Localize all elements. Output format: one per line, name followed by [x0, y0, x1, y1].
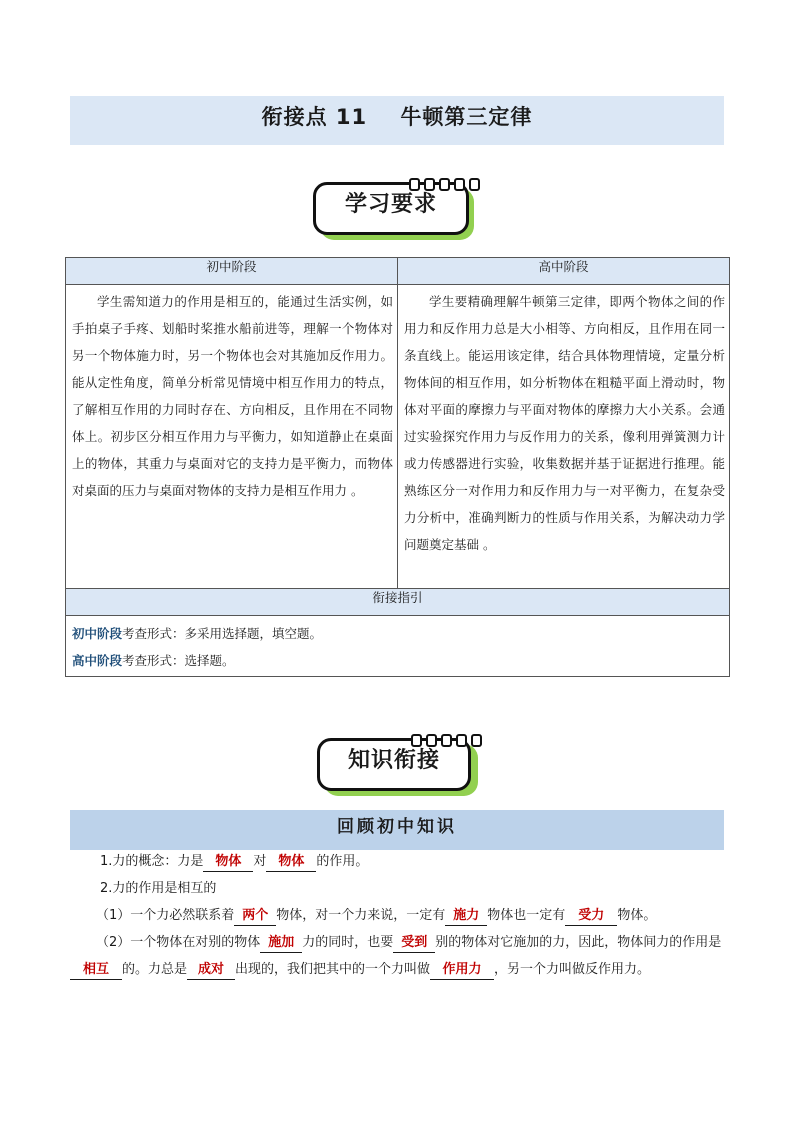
guide-junior-text: 考查形式：多采用选择题，填空题。 [122, 626, 323, 641]
text-run: 物体也一定有 [487, 908, 566, 923]
senior-column-header: 高中阶段 [398, 258, 730, 285]
text-run: 的作用。 [316, 854, 369, 869]
answer-blank: 受到 [393, 934, 435, 953]
answer-blank: 物体 [203, 853, 253, 872]
text-run: 别的物体对它施加的力，因此，物体间力的作用是 [435, 935, 722, 950]
guide-junior-keyword: 初中阶段 [72, 626, 123, 641]
text-run: 对 [253, 854, 267, 869]
answer-blank: 相互 [70, 961, 122, 980]
review-section-header [70, 810, 724, 850]
knowledge-bridge-badge [317, 734, 482, 800]
senior-requirements-text: 学生要精确理解牛顿第三定律，即两个物体之间的作用力和反作用力总是大小相等、方向相反，且作用在同一条直线上。能运用该定律，结合具体物理情境，定量分析物体间的相互作用，如分析物体在粗糙平面上滑动时，物体对平面的摩擦力与平面对物体的摩擦力大小关系。会通过实验探究作用力与反作用力的关系，像利用弹簧测力计或力传感器进行实验，收集数据并基于证据进行推理。能熟练区分一对作用力和反作用力与一对平衡力，在复杂受力分析中，准确判断力的性质与作用关系，为解决动力学问题奠定基础 。 [398, 285, 730, 589]
review-item-2-2 [70, 929, 726, 983]
guide-junior-line [72, 620, 723, 647]
answer-blank: 受力 [565, 907, 617, 926]
text-run: 的。力总是 [122, 962, 188, 977]
page-title: 衔接点 11 牛顿第三定律 [261, 105, 533, 129]
review-item-1 [70, 848, 756, 875]
answer-blank: 物体 [266, 853, 316, 872]
answer-blank: 成对 [187, 961, 235, 980]
text-run: 1.力的概念：力是 [100, 854, 204, 869]
binder-rings-icon [411, 734, 482, 747]
answer-blank: 施加 [260, 934, 302, 953]
text-run: 力的同时，也要 [302, 935, 394, 950]
text-run: 2.力的作用是相互的 [100, 881, 217, 896]
text-run: 物体。 [617, 908, 657, 923]
guide-header: 衔接指引 [66, 589, 730, 616]
text-run: ，另一个力叫做反作用力。 [494, 962, 651, 977]
page-title-bar [70, 96, 724, 145]
study-requirements-badge [313, 178, 478, 244]
answer-blank: 施力 [445, 907, 487, 926]
guide-senior-line [72, 647, 723, 674]
text-run: （1）一个力必然联系着 [96, 908, 235, 923]
junior-requirements-text: 学生需知道力的作用是相互的，能通过生活实例，如手拍桌子手疼、划船时桨推水船前进等，理解一个物体对另一个物体施力时，另一个物体也会对其施加反作用力。能从定性角度，简单分析常见情境中相互作用力的特点，了解相互作用的力同时存在、方向相反，且作用在不同物体上。初步区分相互作用力与平衡力，如知道静止在桌面上的物体，其重力与桌面对它的支持力是平衡力，而物体对桌面的压力与桌面对物体的支持力是相互作用力 。 [66, 285, 398, 589]
text-run: 出现的，我们把其中的一个力叫做 [235, 962, 431, 977]
guide-senior-keyword: 高中阶段 [72, 653, 123, 668]
review-section-title: 回顾初中知识 [337, 817, 457, 837]
requirements-table [65, 257, 730, 677]
review-item-2-1 [70, 902, 752, 929]
guide-senior-text: 考查形式：选择题。 [122, 653, 235, 668]
guide-content [66, 616, 730, 677]
text-run: 物体，对一个力来说，一定有 [276, 908, 446, 923]
binder-rings-icon [409, 178, 480, 191]
knowledge-bridge-label: 知识衔接 [347, 748, 440, 773]
answer-blank: 作用力 [430, 961, 494, 980]
text-run: （2）一个物体在对别的物体 [96, 935, 261, 950]
review-item-2 [70, 875, 756, 902]
study-requirements-label: 学习要求 [344, 192, 437, 217]
junior-column-header: 初中阶段 [66, 258, 398, 285]
answer-blank: 两个 [234, 907, 276, 926]
